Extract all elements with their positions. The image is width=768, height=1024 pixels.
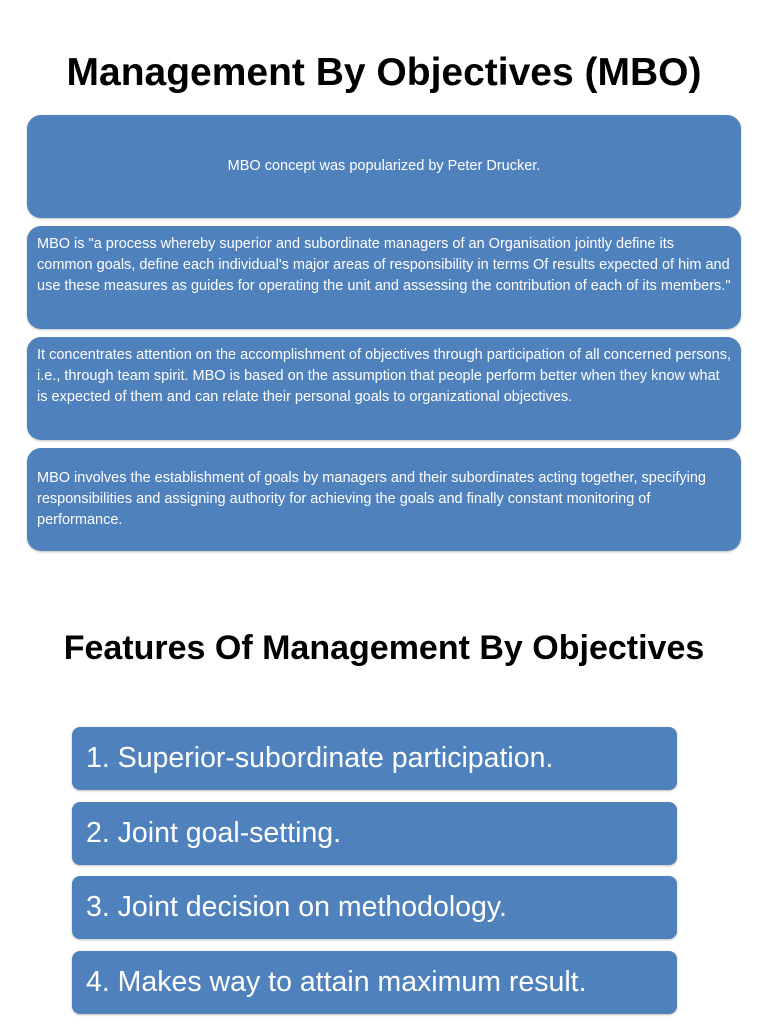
box-text: MBO involves the establishment of goals by managers and their subordinates acting together, specifying responsibilities and assigning authority for achieving the goals and finally constant monitoring of performance. [37,470,706,528]
definition-box-process [27,226,741,329]
box-text: MBO concept was popularized by Peter Drucker. [227,158,541,174]
feature-item-goal-setting: 2. Joint goal-setting. [72,802,677,865]
feature-item-methodology: 3. Joint decision on methodology. [72,876,677,939]
feature-item-participation: 1. Superior-subordinate participation. [72,727,677,790]
definition-box-attention [27,337,741,440]
definition-box-involvement [27,448,741,551]
page-title: Management By Objectives (MBO) [66,51,702,94]
feature-item-maximum-result: 4. Makes way to attain maximum result. [72,951,677,1014]
definition-box-drucker [27,115,741,218]
box-text: It concentrates attention on the accomplishment of objectives through participation of all concerned persons, i.e., through team spirit. MBO is based on the assumption that people perform better when they know what is expected of them and can relate their personal goals to organizational objectives. [37,347,731,405]
features-title: Features Of Management By Objectives [63,629,705,667]
box-text: MBO is "a process whereby superior and subordinate managers of an Organisation jointly define its common goals, define each individual's major areas of responsibility in terms Of results expected of him and use these measures as guides for operating the unit and assessing the contribution of each of its members." [37,236,731,294]
